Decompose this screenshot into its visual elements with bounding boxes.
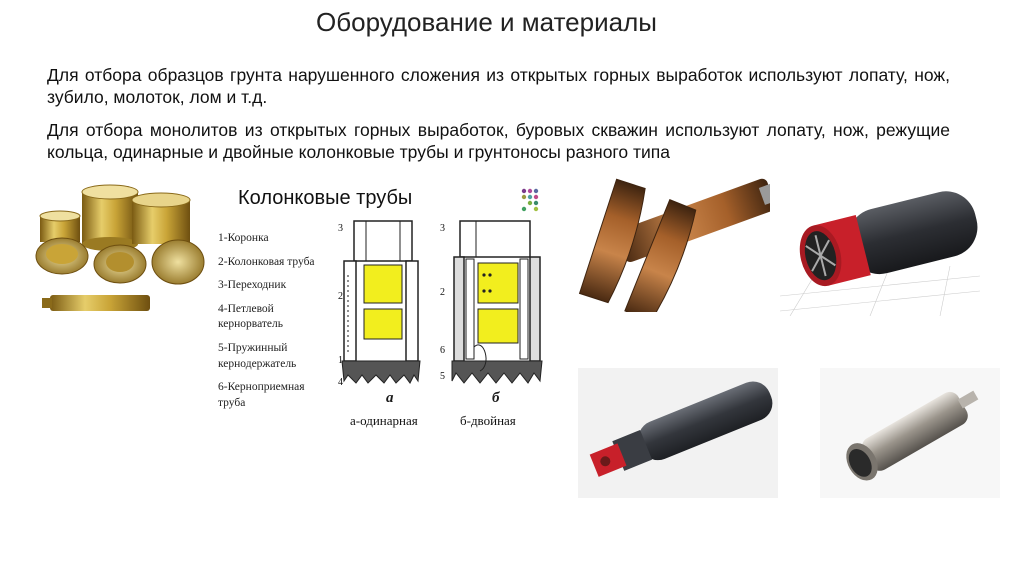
cutting-rings-photo	[20, 180, 206, 322]
callout-a-1: 1	[338, 355, 343, 366]
color-dots-decoration	[520, 187, 548, 215]
red-corer-photo	[780, 176, 980, 316]
single-tube-drawing	[336, 215, 436, 395]
callout-b-2: 2	[440, 287, 445, 298]
label-a: а	[386, 390, 394, 406]
callout-b-6: 6	[440, 345, 445, 356]
legend-item: 2-Колонковая труба	[218, 255, 315, 268]
label-b: б	[492, 390, 500, 406]
legend-item: 6-Керноприемная труба	[218, 381, 305, 409]
split-core-tubes-photo	[574, 172, 770, 312]
callout-a-4: 4	[338, 377, 343, 388]
caption-double: б-двойная	[460, 413, 516, 428]
callout-b-3: 3	[440, 223, 445, 234]
double-tube-drawing	[450, 215, 550, 395]
diagram-legend	[218, 231, 315, 411]
callout-b-5: 5	[440, 371, 445, 382]
slide-title: Оборудование и материалы	[316, 7, 657, 37]
caption-single: а-одинарная	[350, 413, 418, 428]
callout-a-3: 3	[338, 223, 343, 234]
dark-corer-photo	[578, 368, 778, 498]
paragraph-monoliths: Для отбора монолитов из открытых горных выработок, буровых скважин используют лопату, нож, режущие кольца, одинарные и двойные колонковые трубы и грунтоносы разного типа	[47, 120, 950, 162]
legend-item: 3-Переходник	[218, 279, 287, 292]
legend-item: 5-Пружинный кернодержатель	[218, 341, 297, 370]
legend-item: 4-Петлевой кернорватель	[218, 302, 284, 331]
callout-a-2: 2	[338, 291, 343, 302]
legend-item: 1-Коронка	[218, 232, 269, 244]
paragraph-disturbed-samples: Для отбора образцов грунта нарушенного сложения из открытых горных выработок используют лопату, нож, зубило, молоток, лом и т.д.	[47, 65, 950, 107]
steel-corer-photo	[820, 368, 1000, 498]
core-tube-diagram	[210, 183, 570, 438]
diagram-title: Колонковые трубы	[238, 187, 413, 209]
